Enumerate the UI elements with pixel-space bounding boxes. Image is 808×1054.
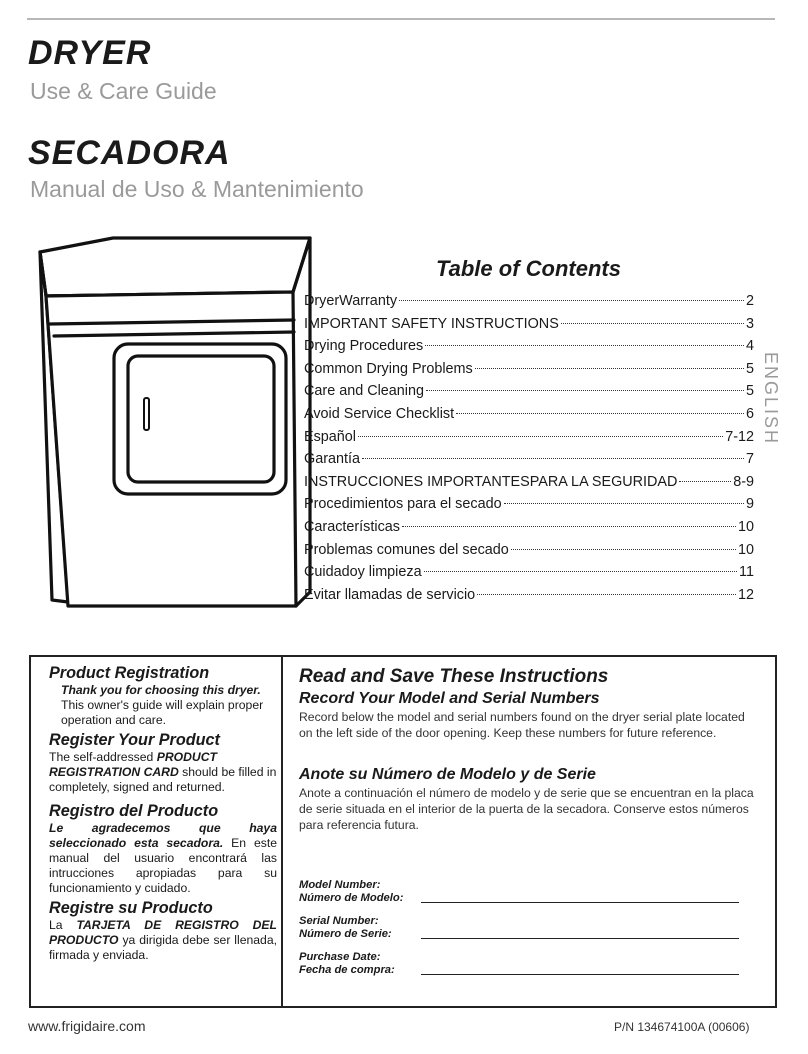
registro-heading: Registro del Producto <box>49 802 219 820</box>
serial-number-label: Serial Number: Número de Serie: <box>299 915 392 940</box>
toc-item-page: 11 <box>739 564 754 581</box>
toc-item-page: 5 <box>745 383 754 400</box>
registration-column <box>49 663 277 963</box>
registre-heading: Registre su Producto <box>49 899 213 917</box>
toc-item[interactable] <box>304 493 754 516</box>
toc-item-label: Avoid Service Checklist <box>304 405 455 422</box>
toc-item-label: Procedimientos para el secado <box>304 496 502 513</box>
registration-card-bold: PRODUCT REGISTRATION CARD <box>49 750 217 779</box>
purchase-date-label: Purchase Date: Fecha de compra: <box>299 951 395 976</box>
toc-item[interactable] <box>304 448 754 471</box>
thank-you-bold: Thank you for choosing this dryer. <box>61 683 261 697</box>
anote-text: Anote a continuación el número de modelo y de serie que se encuentran en la placa de serie situada en el interior de la puerta de la secadora. Conserve estos números para referencia futura. <box>299 786 754 832</box>
purchase-date-line[interactable] <box>421 974 739 975</box>
website-link[interactable]: www.frigidaire.com <box>28 1018 146 1034</box>
toc-item-page: 3 <box>745 315 754 332</box>
toc-leader <box>561 323 744 324</box>
toc-item-page: 6 <box>745 405 754 422</box>
toc-item[interactable] <box>304 561 754 584</box>
subtitle-manual: Manual de Uso & Mantenimiento <box>30 176 364 202</box>
tarjeta-bold: TARJETA DE REGISTRO DEL PRODUCTO <box>49 918 277 947</box>
toc-item-label: Características <box>304 518 400 535</box>
register-text-2: should be filled in completely, signed and returned. <box>49 765 277 794</box>
toc-leader <box>426 390 744 391</box>
toc-item-page: 9 <box>745 496 754 513</box>
subtitle-use-care-guide: Use & Care Guide <box>30 78 217 104</box>
toc-item[interactable] <box>304 335 754 358</box>
toc-item-label: DryerWarranty <box>304 293 398 309</box>
toc-leader <box>402 526 736 527</box>
toc-item-label: Common Drying Problems <box>304 360 473 377</box>
toc-item-page: 12 <box>737 586 754 603</box>
toc-item-label: Drying Procedures <box>304 338 424 355</box>
toc-item-page: 8-9 <box>733 473 754 490</box>
title-secadora: SECADORA <box>28 134 231 172</box>
top-rule <box>27 18 775 20</box>
part-number: P/N 134674100A (00606) <box>614 1020 750 1034</box>
toc-item[interactable] <box>304 516 754 539</box>
toc-leader <box>425 345 744 346</box>
toc-item[interactable] <box>304 403 754 426</box>
table-of-contents <box>304 290 754 606</box>
toc-item-page: 10 <box>737 541 754 558</box>
toc-item[interactable] <box>304 471 754 494</box>
agradecemos-bold: Le agradecemos que haya seleccionado esta secadora. <box>49 821 277 850</box>
anote-heading: Anote su Número de Modelo y de Serie <box>299 766 596 783</box>
agradecemos-text: En este manual del usuario encontrará las intrucciones apropiadas para su funcionamiento y cuidado. <box>49 836 278 895</box>
registration-box <box>29 655 777 1008</box>
toc-item-page: 7 <box>745 451 754 468</box>
toc-leader <box>504 503 744 504</box>
toc-item-page: 4 <box>745 338 754 355</box>
record-heading: Record Your Model and Serial Numbers <box>299 690 600 707</box>
english-side-tab: ENGLISH <box>761 352 781 446</box>
toc-leader <box>475 368 744 369</box>
model-number-field[interactable] <box>299 879 739 905</box>
toc-item-page: 2 <box>745 293 754 309</box>
toc-item[interactable] <box>304 313 754 336</box>
toc-item-page: 10 <box>737 518 754 535</box>
register-product-heading: Register Your Product <box>49 731 220 749</box>
toc-item[interactable] <box>304 290 754 313</box>
register-text-1: The self-addressed <box>49 750 157 764</box>
toc-item-page: 7-12 <box>725 428 754 445</box>
toc-item[interactable] <box>304 539 754 562</box>
toc-item[interactable] <box>304 380 754 403</box>
title-dryer: DRYER <box>28 34 152 72</box>
toc-item[interactable] <box>304 584 754 607</box>
toc-item-label: Care and Cleaning <box>304 383 425 400</box>
toc-leader <box>358 436 723 437</box>
dryer-illustration <box>28 232 318 612</box>
toc-leader <box>679 481 731 482</box>
toc-title: Table of Contents <box>436 256 621 281</box>
toc-leader <box>399 300 744 301</box>
thank-you-text: This owner's guide will explain proper operation and care. <box>61 698 264 727</box>
product-registration-heading: Product Registration <box>49 664 210 682</box>
instructions-column <box>299 665 761 833</box>
toc-item-label: Español <box>304 428 357 445</box>
toc-item-label: Evitar llamadas de servicio <box>304 586 476 603</box>
record-text: Record below the model and serial numbers found on the dryer serial plate located on the left side of the door opening. Keep these numbers for future reference. <box>299 710 745 740</box>
serial-number-field[interactable] <box>299 915 739 941</box>
toc-leader <box>477 594 736 595</box>
purchase-date-field[interactable] <box>299 951 739 977</box>
serial-number-line[interactable] <box>421 938 739 939</box>
toc-leader <box>456 413 744 414</box>
read-save-heading: Read and Save These Instructions <box>299 666 609 687</box>
toc-item-label: INSTRUCCIONES IMPORTANTESPARA LA SEGURIDAD <box>304 473 678 490</box>
tarjeta-text-1: La <box>49 918 77 932</box>
column-divider <box>281 657 283 1006</box>
toc-leader <box>424 571 737 572</box>
toc-item-label: Garantía <box>304 451 360 468</box>
toc-leader <box>362 458 744 459</box>
toc-item[interactable] <box>304 358 754 381</box>
toc-item[interactable] <box>304 426 754 449</box>
toc-item-label: Problemas comunes del secado <box>304 541 509 558</box>
toc-item-label: Cuidadoy limpieza <box>304 564 422 581</box>
toc-item-label: IMPORTANT SAFETY INSTRUCTIONS <box>304 315 559 332</box>
tarjeta-text-2: ya dirigida debe ser llenada, firmada y enviada. <box>49 933 277 962</box>
model-number-label: Model Number: Número de Modelo: <box>299 879 404 904</box>
model-number-line[interactable] <box>421 902 739 903</box>
toc-leader <box>511 549 736 550</box>
toc-item-page: 5 <box>745 360 754 377</box>
